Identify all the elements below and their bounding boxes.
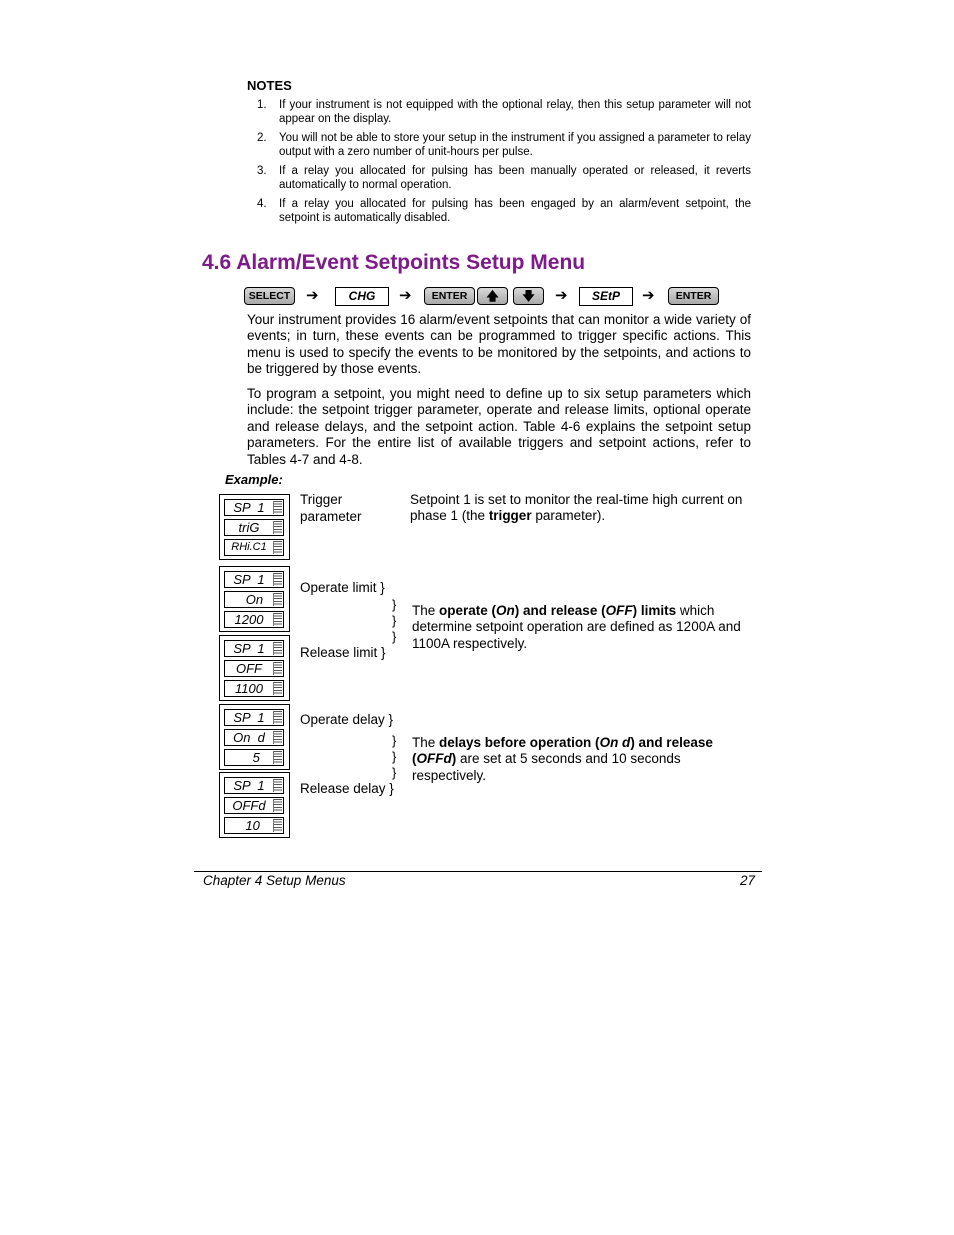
desc-bold: delays before operation ( <box>439 735 600 750</box>
note-number: 3. <box>257 165 267 177</box>
desc-bold: ) and release ( <box>514 603 606 618</box>
release-delay-label: Release delay } <box>300 781 394 796</box>
scroll-indicator-icon <box>273 751 282 764</box>
brace: } <box>392 597 397 612</box>
lcd-line <box>224 660 284 677</box>
scroll-indicator-icon <box>273 779 282 792</box>
display-panel-release-delay <box>219 772 290 838</box>
lcd-text: triG <box>238 520 260 535</box>
lcd-line <box>224 777 284 794</box>
lcd-text: SP 1 <box>233 710 265 725</box>
desc-text: are set at 5 seconds and 10 seconds respectively. <box>412 751 681 783</box>
notes-list <box>247 98 751 230</box>
lcd-line <box>224 817 284 834</box>
note-item <box>247 98 751 126</box>
lcd-line <box>224 611 284 628</box>
desc-bold-italic: On <box>496 603 515 618</box>
lcd-text: On <box>234 592 264 607</box>
brace: } <box>392 613 397 628</box>
note-text: You will not be able to store your setup in the instrument if you assigned a parameter to relay output with a zero number of unit-hours per pulse. <box>279 132 751 158</box>
note-number: 4. <box>257 198 267 210</box>
scroll-indicator-icon <box>273 819 282 832</box>
key-sequence <box>244 286 764 308</box>
chg-display: CHG <box>335 287 389 306</box>
scroll-indicator-icon <box>273 613 282 626</box>
scroll-indicator-icon <box>273 593 282 606</box>
lcd-line <box>224 571 284 588</box>
lcd-line <box>224 519 284 536</box>
lcd-line <box>224 709 284 726</box>
scroll-indicator-icon <box>273 642 282 655</box>
lcd-text: 1200 <box>234 612 264 627</box>
note-number: 2. <box>257 132 267 144</box>
desc-bold-italic: On d <box>599 735 631 750</box>
trigger-label: Trigger <box>300 492 343 507</box>
lcd-text: SP 1 <box>233 500 265 515</box>
desc-bold: ) and release ( <box>412 735 713 767</box>
release-limit-label: Release limit } <box>300 645 386 660</box>
lcd-text: OFF <box>236 661 262 676</box>
desc-text: The <box>412 603 440 618</box>
scroll-indicator-icon <box>273 541 282 554</box>
note-item <box>247 164 751 192</box>
lcd-text: 1100 <box>235 681 263 696</box>
scroll-indicator-icon <box>273 799 282 812</box>
desc-text: parameter). <box>531 508 606 524</box>
scroll-indicator-icon <box>273 711 282 724</box>
lcd-text: 5 <box>238 750 260 765</box>
lcd-line <box>224 749 284 766</box>
lcd-line <box>224 797 284 814</box>
setp-display: SEtP <box>579 287 633 306</box>
operate-limit-label: Operate limit } <box>300 580 385 595</box>
lcd-text: RHi.C1 <box>231 541 267 553</box>
note-number: 1. <box>257 99 267 111</box>
footer-rule <box>194 871 762 872</box>
intro-paragraph: Your instrument provides 16 alarm/event setpoints that can monitor a wide variety of events; in turn, these events can be programmed to trigger specific actions. This menu is used to specify the events to be monitored by the setpoints, and actions to be triggered by those events. <box>247 312 751 377</box>
example-label: Example: <box>225 472 283 487</box>
desc-text: The <box>412 735 440 750</box>
enter-key: ENTER <box>424 287 475 305</box>
enter-key: ENTER <box>668 287 719 305</box>
brace: } <box>392 629 397 644</box>
select-key: SELECT <box>244 287 295 305</box>
lcd-text: SP 1 <box>233 778 265 793</box>
right-arrow-icon: ➔ <box>642 287 655 304</box>
display-panel-trigger <box>219 494 290 560</box>
section-heading: 4.6 Alarm/Event Setpoints Setup Menu <box>202 251 586 274</box>
display-panel-operate-delay <box>219 704 290 770</box>
brace: } <box>392 733 397 748</box>
lcd-line <box>224 591 284 608</box>
desc-bold-italic: OFF <box>605 603 633 618</box>
up-arrow-key-icon: 🡅 <box>477 287 508 305</box>
right-arrow-icon: ➔ <box>306 287 319 304</box>
footer-chapter: Chapter 4 Setup Menus <box>203 873 346 888</box>
right-arrow-icon: ➔ <box>399 287 412 304</box>
desc-bold: trigger <box>488 508 532 524</box>
parameter-label: parameter <box>300 509 362 524</box>
desc-bold: ) <box>451 751 457 767</box>
scroll-indicator-icon <box>273 501 282 514</box>
lcd-text: On d <box>233 730 265 745</box>
lcd-line <box>224 640 284 657</box>
limits-description <box>412 603 742 652</box>
note-item <box>247 197 751 225</box>
operate-delay-label: Operate delay } <box>300 712 394 727</box>
lcd-line <box>224 729 284 746</box>
program-paragraph: To program a setpoint, you might need to define up to six setup parameters which include: the setpoint trigger parameter, operate and release limits, optional operate and release delays, and the setpoint action. Table 4-6 explains the setpoint setup parameters. For the entire list of available triggers and setpoint actions, refer to Tables 4-7 and 4-8. <box>247 386 751 467</box>
note-text: If a relay you allocated for pulsing has been manually operated or released, it reverts automatically to normal operation. <box>279 165 751 191</box>
scroll-indicator-icon <box>273 521 282 534</box>
note-item <box>247 131 751 159</box>
scroll-indicator-icon <box>273 662 282 675</box>
display-panel-release-limit <box>219 635 290 701</box>
trigger-description <box>410 492 750 525</box>
desc-bold: ) limits <box>632 603 677 618</box>
lcd-line <box>224 499 284 516</box>
scroll-indicator-icon <box>273 573 282 586</box>
lcd-text: SP 1 <box>233 572 265 587</box>
down-arrow-key-icon: 🡇 <box>513 287 544 305</box>
desc-text: Setpoint 1 is set to monitor the real-time high current on phase 1 (the <box>410 492 743 524</box>
right-arrow-icon: ➔ <box>555 287 568 304</box>
lcd-line <box>224 539 284 556</box>
desc-text: which determine setpoint operation are defined as 1200A and 1100A respectively. <box>412 603 741 651</box>
scroll-indicator-icon <box>273 731 282 744</box>
brace: } <box>392 749 397 764</box>
note-text: If your instrument is not equipped with the optional relay, then this setup parameter will not appear on the display. <box>279 99 751 125</box>
lcd-text: OFFd <box>232 798 266 813</box>
lcd-text: SP 1 <box>233 641 265 656</box>
desc-bold: operate ( <box>439 603 497 618</box>
lcd-line <box>224 680 284 697</box>
desc-bold-italic: OFFd <box>416 751 452 767</box>
lcd-text: 10 <box>238 818 260 833</box>
brace: } <box>392 765 397 780</box>
notes-title: NOTES <box>247 78 292 93</box>
page-number: 27 <box>740 873 756 888</box>
scroll-indicator-icon <box>273 682 282 695</box>
delays-description <box>412 735 742 784</box>
note-text: If a relay you allocated for pulsing has been engaged by an alarm/event setpoint, the setpoint is automatically disabled. <box>279 198 751 224</box>
display-panel-operate-limit <box>219 566 290 632</box>
